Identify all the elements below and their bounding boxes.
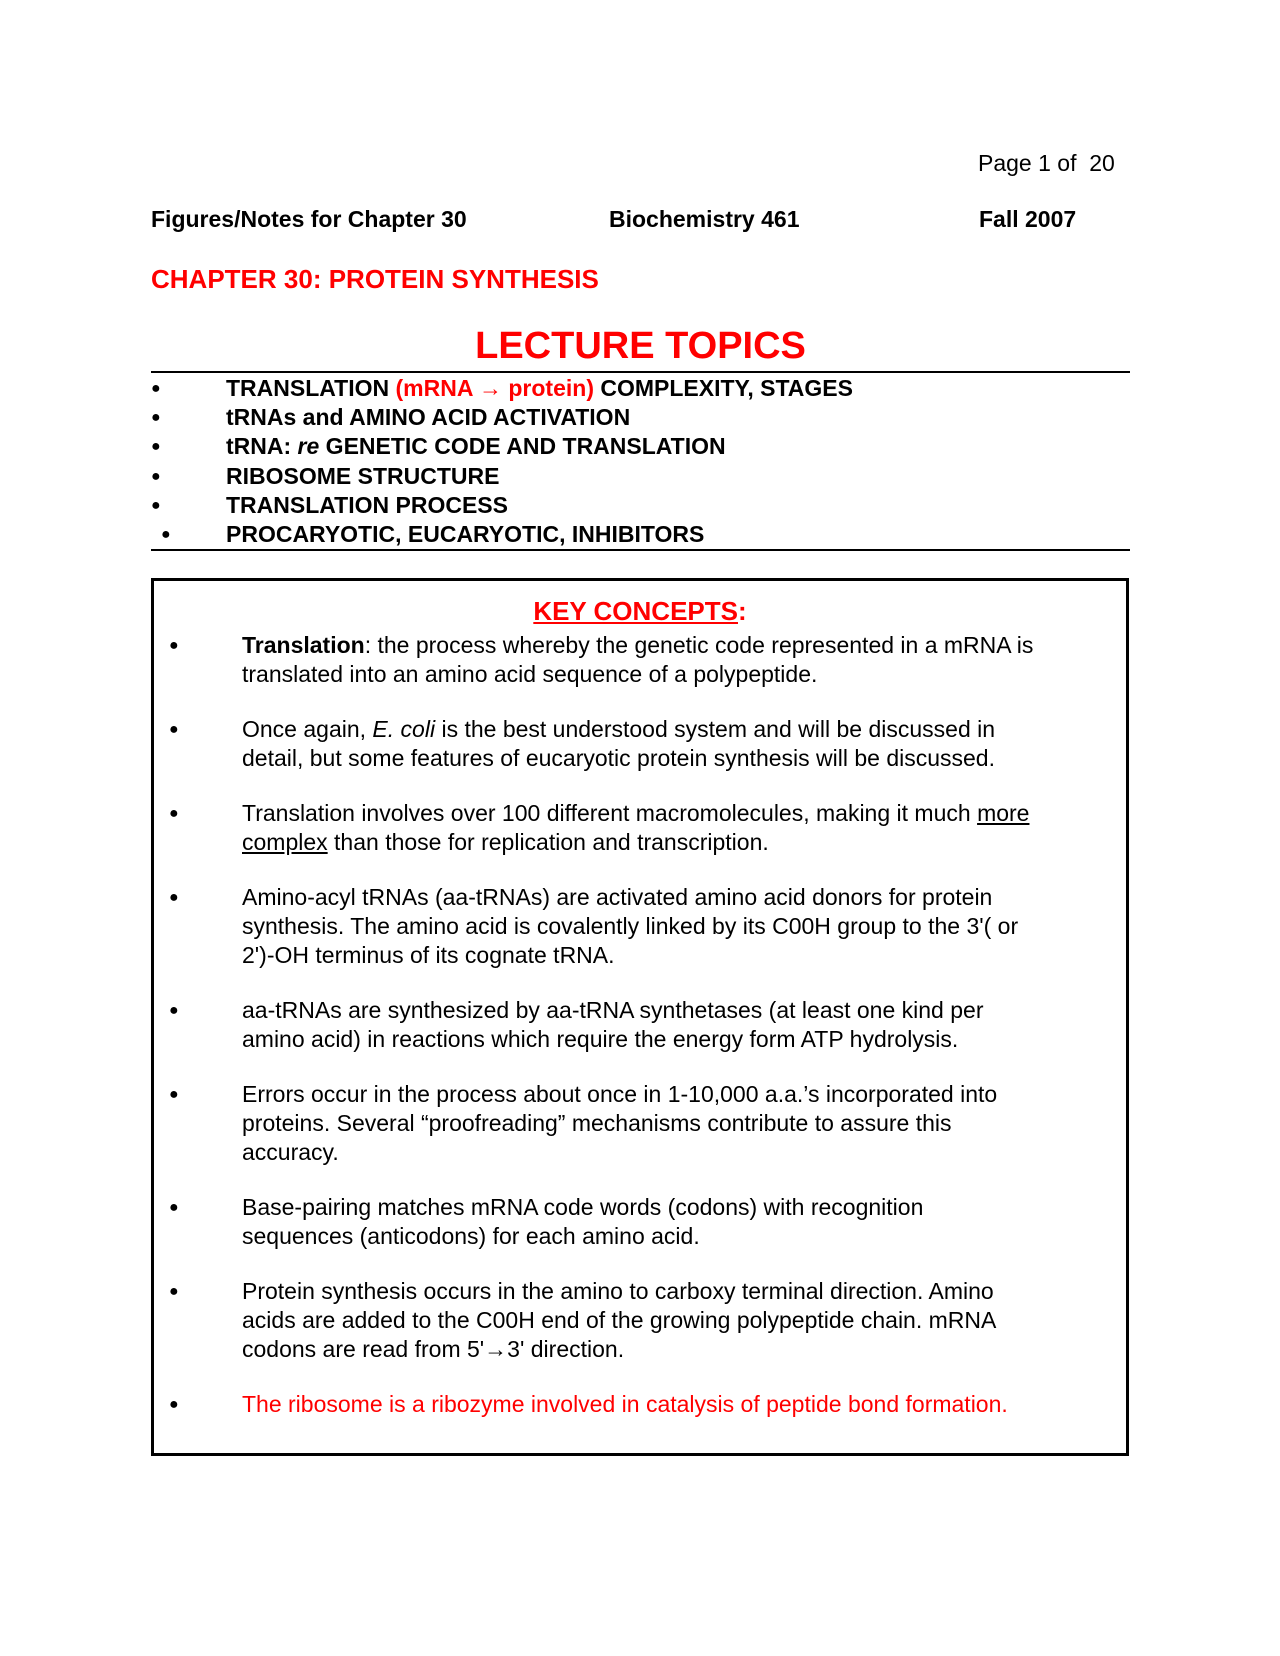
list-item: ● Once again, E. coli is the best understood system and will be discussed in detail, but some features of eucaryotic protein synthesis will be discussed.: [169, 716, 996, 771]
list-item: ● tRNAs and AMINO ACID ACTIVATION: [151, 404, 631, 431]
list-item: ● RIBOSOME STRUCTURE: [151, 462, 500, 489]
list-item: ● Amino-acyl tRNAs (aa-tRNAs) are activated amino acid donors for protein synthesis. The amino acid is covalently linked by its C00H group to the 3'( or 2')-OH terminus of its cognate tRNA.: [169, 884, 1019, 968]
header-course: Biochemistry 461: [609, 206, 800, 232]
divider: [151, 549, 1130, 551]
list-item: ● Protein synthesis occurs in the amino to carboxy terminal direction. Amino acids are added to the C00H end of the growing polypeptide chain. mRNA codons are read from 5'→3' direction.: [169, 1278, 997, 1362]
bullet-icon: ●: [169, 1283, 179, 1300]
bullet-icon: ●: [169, 1396, 179, 1413]
lecture-topics-list: [151, 374, 1130, 549]
bullet-icon: ●: [169, 1199, 179, 1216]
bullet-icon: ●: [151, 467, 161, 485]
list-item: ● TRANSLATION (mRNA → protein) COMPLEXITY, STAGES: [151, 375, 853, 401]
lecture-topics-heading: LECTURE TOPICS: [475, 325, 806, 367]
bullet-icon: ●: [169, 637, 179, 654]
header-chapter-notes: Figures/Notes for Chapter 30: [151, 206, 467, 232]
page-number: Page 1 of 20: [978, 150, 1115, 176]
key-concepts-box: [151, 578, 1129, 1456]
list-item: ● Errors occur in the process about once in 1-10,000 a.a.’s incorporated into proteins. Several “proofreading” mechanisms contribute to assure this accuracy.: [169, 1081, 998, 1165]
list-item: ● Translation: the process whereby the genetic code represented in a mRNA is translated into an amino acid sequence of a polypeptide.: [169, 632, 1034, 687]
list-item: ● tRNA: re GENETIC CODE AND TRANSLATION: [151, 433, 726, 460]
bullet-icon: ●: [161, 525, 171, 543]
bullet-icon: ●: [169, 889, 179, 906]
list-item: ● The ribosome is a ribozyme involved in catalysis of peptide bond formation.: [169, 1391, 1008, 1417]
list-item: ● Translation involves over 100 different macromolecules, making it much more complex than those for replication and transcription.: [169, 800, 1030, 855]
header-term: Fall 2007: [979, 206, 1077, 232]
list-item: ● PROCARYOTIC, EUCARYOTIC, INHIBITORS: [161, 520, 705, 547]
list-item: ● TRANSLATION PROCESS: [151, 491, 508, 518]
bullet-icon: ●: [151, 380, 161, 397]
bullet-icon: ●: [169, 721, 179, 738]
document-header: [151, 206, 1151, 236]
bullet-icon: ●: [151, 409, 161, 427]
chapter-title: CHAPTER 30: PROTEIN SYNTHESIS: [151, 264, 599, 294]
bullet-icon: ●: [151, 438, 161, 456]
bullet-icon: ●: [169, 1002, 179, 1019]
list-item: ● aa-tRNAs are synthesized by aa-tRNA synthetases (at least one kind per amino acid) in reactions which require the energy form ATP hydrolysis.: [169, 997, 984, 1052]
divider: [151, 371, 1130, 373]
list-item: ● Base-pairing matches mRNA code words (codons) with recognition sequences (anticodons) for each amino acid.: [169, 1194, 924, 1249]
bullet-icon: ●: [169, 1086, 179, 1103]
bullet-icon: ●: [169, 805, 179, 822]
key-concepts-heading: KEY CONCEPTS:: [533, 596, 747, 626]
key-concepts-list: [154, 631, 1126, 1419]
bullet-icon: ●: [151, 496, 161, 514]
